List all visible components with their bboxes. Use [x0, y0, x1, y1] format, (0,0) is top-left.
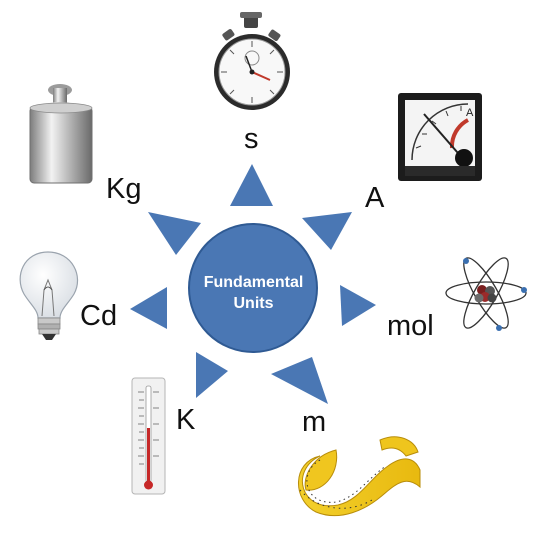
unit-label-kg: Kg [106, 173, 142, 205]
thermometer-icon [132, 378, 165, 494]
svg-text:A: A [466, 107, 474, 119]
light-bulb-icon [20, 252, 77, 340]
unit-label-m: m [302, 406, 327, 438]
unit-label-s: s [244, 123, 259, 155]
center-title-line1: Fundamental [203, 274, 304, 291]
ray-a [302, 212, 352, 250]
ray-mol [340, 285, 376, 326]
measuring-tape-icon [298, 437, 420, 516]
weight-icon [30, 84, 92, 183]
ray-s [230, 164, 273, 206]
ammeter-icon [398, 93, 482, 181]
unit-label-mol: mol [387, 310, 434, 342]
ray-k [196, 352, 228, 398]
ray-kg [148, 212, 201, 255]
center-title [186, 272, 321, 314]
atom-icon [446, 253, 527, 333]
unit-label-cd: Cd [80, 300, 118, 332]
unit-label-k: K [176, 404, 196, 436]
center-title-line2: Units [233, 295, 274, 312]
unit-label-a: A [365, 182, 385, 214]
ray-cd [130, 287, 167, 329]
ray-m [271, 357, 328, 404]
stopwatch-icon [214, 12, 290, 110]
